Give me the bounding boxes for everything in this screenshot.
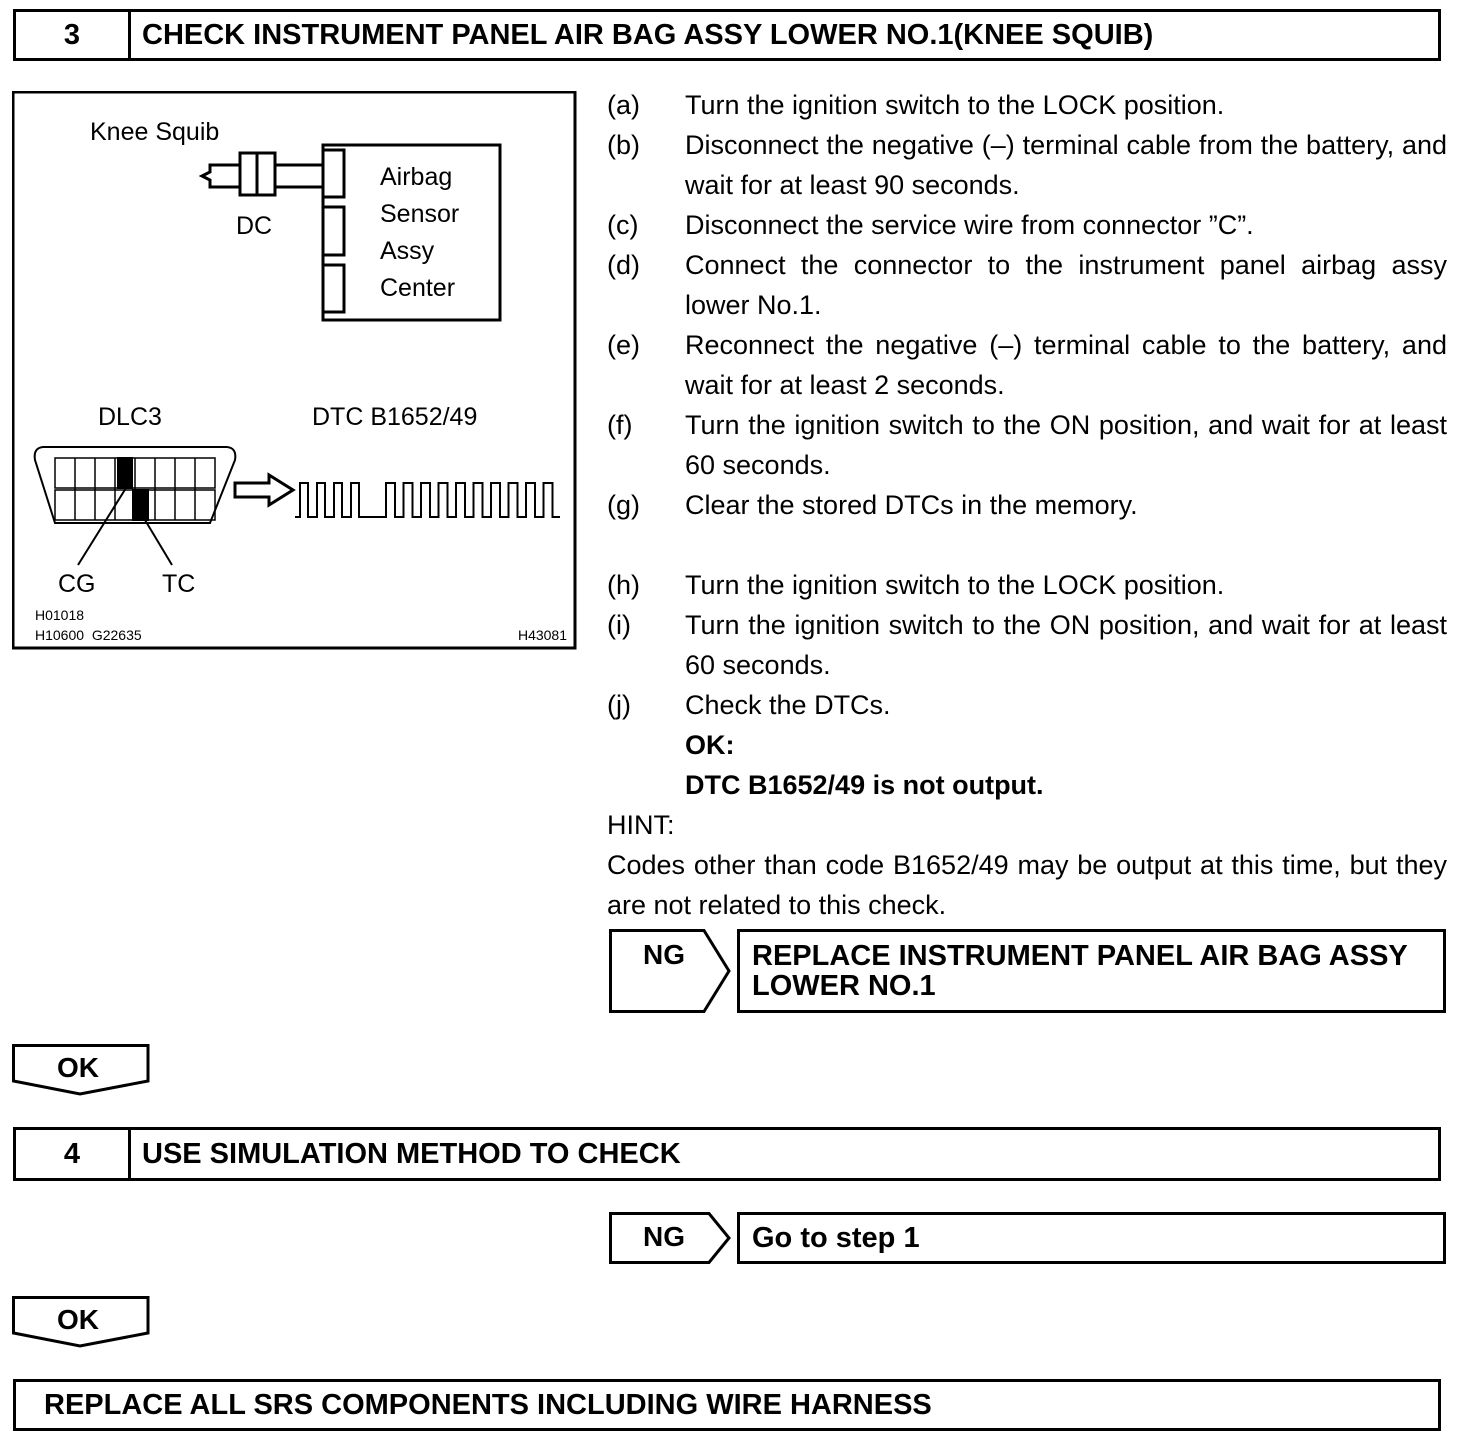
step-title: USE SIMULATION METHOD TO CHECK bbox=[142, 1137, 681, 1170]
step-g bbox=[607, 485, 1447, 525]
step-label: (d) bbox=[607, 250, 640, 280]
ok-label: OK bbox=[57, 1304, 99, 1335]
ok-indicator-1 bbox=[12, 1044, 150, 1096]
step-number: 3 bbox=[16, 12, 131, 58]
step-text: Disconnect the negative (–) terminal cable from the battery, and wait for at least 90 seconds. bbox=[685, 130, 1447, 200]
step-label: (e) bbox=[607, 330, 640, 360]
step-i bbox=[607, 605, 1447, 685]
ok-criteria-label: OK: bbox=[685, 730, 735, 760]
ng-result-2: Go to step 1 bbox=[737, 1212, 1446, 1264]
step-f bbox=[607, 405, 1447, 485]
step-label: (b) bbox=[607, 130, 640, 160]
cg-label: CG bbox=[58, 570, 96, 598]
dlc3-connector bbox=[35, 447, 236, 565]
ref-code-2: H10600 G22635 bbox=[35, 627, 142, 643]
hint-text: Codes other than code B1652/49 may be output at this time, but they are not related to this check. bbox=[607, 850, 1447, 920]
squib-connector bbox=[202, 153, 323, 195]
ng-indicator-1 bbox=[609, 929, 731, 1013]
step-a bbox=[607, 85, 1447, 125]
sensor-label-2: Sensor bbox=[380, 200, 460, 228]
ng-label: NG bbox=[643, 1221, 685, 1252]
ok-criteria bbox=[607, 725, 1447, 765]
step-h bbox=[607, 565, 1447, 605]
ref-code-3: H43081 bbox=[517, 627, 567, 643]
step-number: 4 bbox=[16, 1130, 131, 1178]
ng-label: NG bbox=[643, 939, 685, 970]
step-text: Reconnect the negative (–) terminal cable to the battery, and wait for at least 2 seconds. bbox=[685, 330, 1447, 400]
step-3-header bbox=[13, 9, 1441, 61]
sensor-label-3: Assy bbox=[380, 237, 435, 265]
step-text: Turn the ignition switch to the ON position, and wait for at least 60 seconds. bbox=[685, 610, 1447, 680]
ng-indicator-2 bbox=[609, 1212, 731, 1264]
step-e bbox=[607, 325, 1447, 405]
step-label: (g) bbox=[607, 490, 640, 520]
wiring-diagram bbox=[12, 91, 577, 650]
step-text: Turn the ignition switch to the LOCK position. bbox=[685, 90, 1225, 120]
hint-label: HINT: bbox=[607, 810, 675, 840]
dtc-label: DTC B1652/49 bbox=[312, 403, 478, 431]
ok-label: OK bbox=[57, 1052, 99, 1083]
ok-indicator-2 bbox=[12, 1296, 150, 1348]
dtc-waveform bbox=[295, 483, 560, 517]
step-text: Turn the ignition switch to the ON position, and wait for at least 60 seconds. bbox=[685, 410, 1447, 480]
arrow-right-icon bbox=[235, 475, 293, 505]
diagram-frame bbox=[13, 92, 575, 648]
ref-code-1: H01018 bbox=[35, 607, 85, 623]
tc-label: TC bbox=[162, 570, 196, 598]
ng-result-1: REPLACE INSTRUMENT PANEL AIR BAG ASSY LOWER NO.1 bbox=[737, 929, 1446, 1013]
step-text: Disconnect the service wire from connector ”C”. bbox=[685, 210, 1254, 240]
dc-label: DC bbox=[236, 212, 273, 240]
step-label: (f) bbox=[607, 410, 633, 440]
ok-criteria-text bbox=[607, 765, 1447, 805]
knee-squib-label: Knee Squib bbox=[90, 118, 220, 146]
step-label: (h) bbox=[607, 570, 640, 600]
step-text: Check the DTCs. bbox=[685, 690, 891, 720]
step-text: Clear the stored DTCs in the memory. bbox=[685, 490, 1138, 520]
step-label: (j) bbox=[607, 690, 631, 720]
step-j bbox=[607, 685, 1447, 725]
step-b bbox=[607, 125, 1447, 205]
step-title: CHECK INSTRUMENT PANEL AIR BAG ASSY LOWER NO.1(KNEE SQUIB) bbox=[142, 18, 1154, 51]
final-action-text: REPLACE ALL SRS COMPONENTS INCLUDING WIRE HARNESS bbox=[44, 1388, 932, 1421]
step-c bbox=[607, 205, 1447, 245]
step-text: Turn the ignition switch to the LOCK position. bbox=[685, 570, 1225, 600]
dlc3-label: DLC3 bbox=[98, 403, 162, 431]
step-text: Connect the connector to the instrument panel airbag assy lower No.1. bbox=[685, 250, 1447, 320]
step-label: (a) bbox=[607, 90, 640, 120]
step-d bbox=[607, 245, 1447, 325]
sensor-label-4: Center bbox=[380, 274, 456, 302]
step-label: (c) bbox=[607, 210, 639, 240]
step-4-header bbox=[13, 1127, 1441, 1181]
step-label: (i) bbox=[607, 610, 631, 640]
ok-criteria-value: DTC B1652/49 is not output. bbox=[685, 770, 1044, 800]
final-action-box bbox=[13, 1379, 1441, 1431]
sensor-label-1: Airbag bbox=[380, 163, 453, 191]
